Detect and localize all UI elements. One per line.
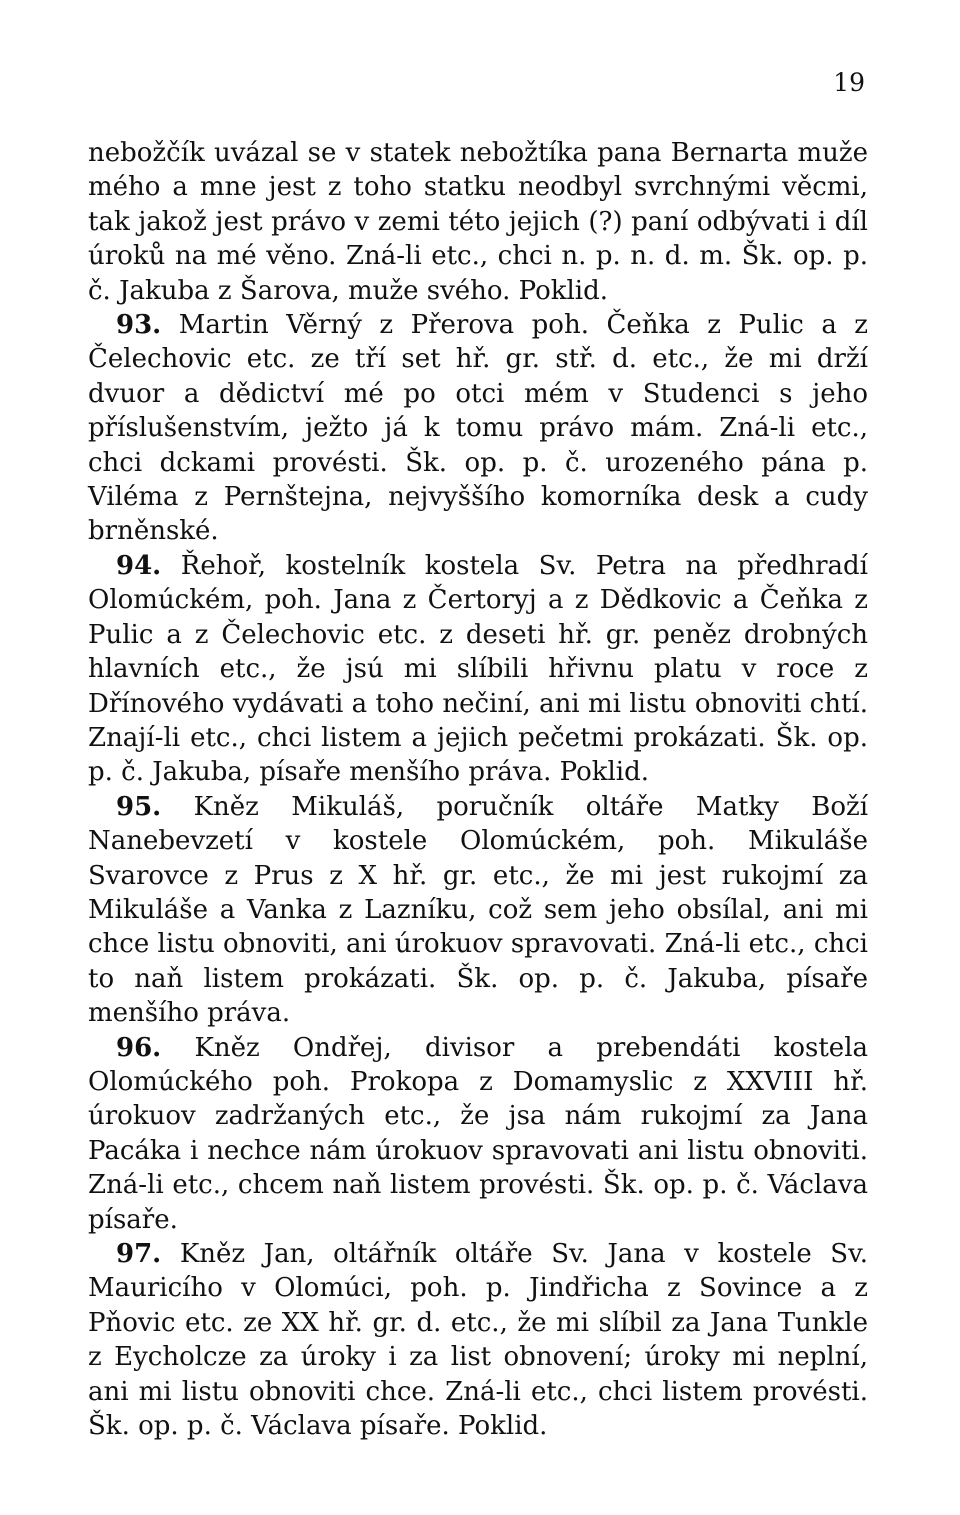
entry-text: Martin Věrný z Přerova poh. Čeňka z Pulic a z Čelechovic etc. ze tří set hř. gr. stř. d. etc., že mi drží dvuor a dědictví mé po otci mém v Studenci s jeho příslušenstvím, ježto já k tomu právo mám. Zná-li etc., chci dckami provésti. Šk. op. p. č. urozeného pána p. Viléma z Pernštejna, nejvyššího komorníka desk a cudy brněnské. bbox=[88, 310, 869, 547]
entry-95 bbox=[88, 790, 868, 1031]
paragraph-continuation bbox=[88, 136, 868, 308]
entry-93 bbox=[88, 308, 868, 549]
body-text bbox=[88, 136, 868, 1443]
paragraph-text: nebožčík uvázal se v statek nebožtíka pana Bernarta muže mého a mne jest z toho statku neodbyl svrchnými věcmi, tak jakož jest právo v zemi této jejich (?) paní odbývati i díl úroků na mé věno. Zná-li etc., chci n. p. n. d. m. Šk. op. p. č. Jakuba z Šarova, muže svého. Poklid. bbox=[88, 138, 868, 306]
entry-text: Kněz Jan, oltářník oltáře Sv. Jana v kostele Sv. Mauricího v Olomúci, poh. p. Jindřicha z Sovince a z Pňovic etc. ze XX hř. gr. d. etc., že mi slíbil za Jana Tunkle z Eycholcze za úroky i za list obnovení; úroky mi neplní, ani mi listu obnoviti chce. Zná-li etc., chci listem provésti. Šk. op. p. č. Václava písaře. Poklid. bbox=[88, 1239, 868, 1442]
entry-number: 96. bbox=[116, 1032, 162, 1063]
page-number: 19 bbox=[833, 68, 865, 97]
entry-number: 97. bbox=[116, 1239, 162, 1269]
entry-94 bbox=[88, 549, 868, 790]
entry-number: 95. bbox=[116, 791, 162, 822]
entry-96 bbox=[88, 1031, 868, 1237]
entry-97 bbox=[88, 1237, 868, 1443]
entry-text: Řehoř, kostelník kostela Sv. Petra na předhradí Olomúckém, poh. Jana z Čertoryj a z Dědkovic a Čeňka z Pulic a z Čelechovic etc. z deseti hř. gr. peněz drobných hlavních etc., že jsú mi slíbili hřivnu platu v roce z Dřínového vydávati a toho nečiní, ani mi listu obnoviti chtí. Znají-li etc., chci listem a jejich pečetmi prokázati. Šk. op. p. č. Jakuba, písaře menšího práva. Poklid. bbox=[88, 550, 868, 788]
entry-text: Kněz Ondřej, divisor a prebendáti kostela Olomúckého poh. Prokopa z Domamyslic z XXVIII hř. úrokuov zadržaných etc., že jsa nám rukojmí za Jana Pacáka i nechce nám úrokuov spravovati ani listu obnoviti. Zná-li etc., chcem naň listem provésti. Šk. op. p. č. Václava písaře. bbox=[88, 1032, 869, 1235]
entry-text: Kněz Mikuláš, poručník oltáře Matky Boží Nanebevzetí v kostele Olomúckém, poh. Mikuláše Svarovce z Prus z X hř. gr. etc., že mi jest rukojmí za Mikuláše a Vanka z Lazníku, což sem jeho obsílal, ani mi chce listu obnoviti, ani úrokuov spravovati. Zná-li etc., chci to naň listem prokázati. Šk. op. p. č. Jakuba, písaře menšího práva. bbox=[88, 791, 869, 1029]
entry-number: 93. bbox=[116, 310, 162, 341]
entry-number: 94. bbox=[116, 550, 162, 581]
